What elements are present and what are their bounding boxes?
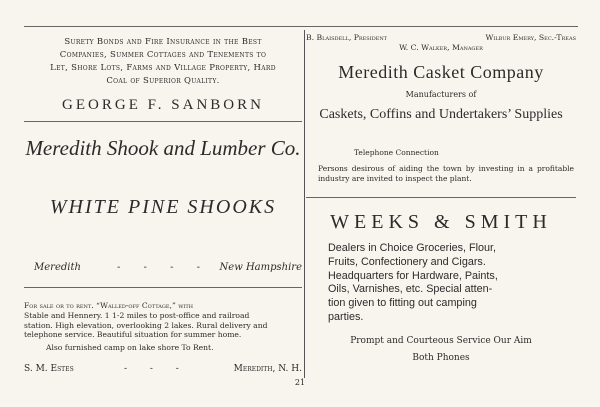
sanborn-name: GEORGE F. SANBORN: [62, 97, 264, 113]
estes-dashes: - - -: [124, 364, 189, 374]
casket-title: Meredith Casket Company: [338, 62, 544, 82]
casket-officer-1: B. Blaisdell, President: [306, 33, 388, 42]
estes-line-2: Stable and Hennery. 1 1-2 miles to post-office and railroad: [24, 310, 250, 320]
casket-subtitle: Manufacturers of: [405, 90, 477, 99]
weeks-line-3: Headquarters for Hardware, Paints,: [328, 269, 498, 282]
weeks-line-2: Fruits, Confectionery and Cigars.: [328, 255, 486, 268]
casket-officer-2: Wilbur Emery, Sec.-Treas: [485, 33, 576, 42]
weeks-title: WEEKS & SMITH: [330, 211, 552, 233]
weeks-body: [328, 242, 576, 325]
right-column: [306, 0, 576, 407]
column-divider: [304, 30, 305, 378]
shook-product: WHITE PINE SHOOKS: [49, 196, 277, 218]
estes-line-3: station. High elevation, overlooking 2 lakes. Rural delivery and: [24, 320, 268, 330]
estes-name: S. M. Estes: [24, 364, 74, 374]
rule-right-1: [306, 197, 576, 198]
shook-title: Meredith Shook and Lumber Co.: [25, 136, 301, 160]
sanborn-line-2: Companies, Summer Cottages and Tenements to: [59, 50, 267, 60]
estes-line-1: For sale or to rent. “Walled-off Cottage,” with: [24, 301, 194, 310]
estes-line-4: telephone service. Beautiful situation for summer home.: [24, 330, 242, 340]
page-number: 21: [294, 378, 306, 387]
sanborn-line-1: Surety Bonds and Fire Insurance in the Best: [64, 37, 262, 47]
weeks-line-4: Oils, Varnishes, etc. Special atten-: [328, 283, 493, 296]
casket-telephone: Telephone Connection: [354, 148, 439, 157]
weeks-phones: Both Phones: [412, 353, 470, 363]
estes-line-5: Also furnished camp on lake shore To Rent.: [46, 343, 214, 353]
shook-town: Meredith: [34, 262, 81, 273]
rule-left-2: [24, 287, 302, 288]
shook-location-row: [34, 262, 302, 273]
weeks-line-6: parties.: [328, 310, 364, 323]
sanborn-line-3: Let, Shore Lots, Farms and Village Property, Hard: [50, 63, 276, 73]
weeks-tagline: Prompt and Courteous Service Our Aim: [350, 336, 532, 346]
casket-products: Caskets, Coffins and Undertakers’ Supplies: [319, 107, 563, 122]
casket-officers: [306, 33, 576, 53]
rule-left-1: [24, 121, 302, 122]
sanborn-line-4: Coal of Superior Quality.: [106, 76, 220, 86]
casket-officer-3: W. C. Walker, Manager: [399, 43, 483, 52]
estes-place: Meredith, N. H.: [233, 364, 302, 374]
sanborn-ad: [24, 36, 302, 88]
shook-dashes: - - - -: [117, 262, 211, 273]
weeks-line-5: tion given to fitting out camping: [328, 297, 477, 310]
left-column: [24, 0, 302, 407]
casket-body: Persons desirous of aiding the town by investing in a profitable industry are invited to inspect the plant.: [318, 164, 574, 183]
weeks-line-1: Dealers in Choice Groceries, Flour,: [328, 242, 497, 254]
shook-state: New Hampshire: [219, 262, 302, 273]
estes-signature-row: [24, 364, 302, 374]
estes-ad: [24, 301, 302, 353]
